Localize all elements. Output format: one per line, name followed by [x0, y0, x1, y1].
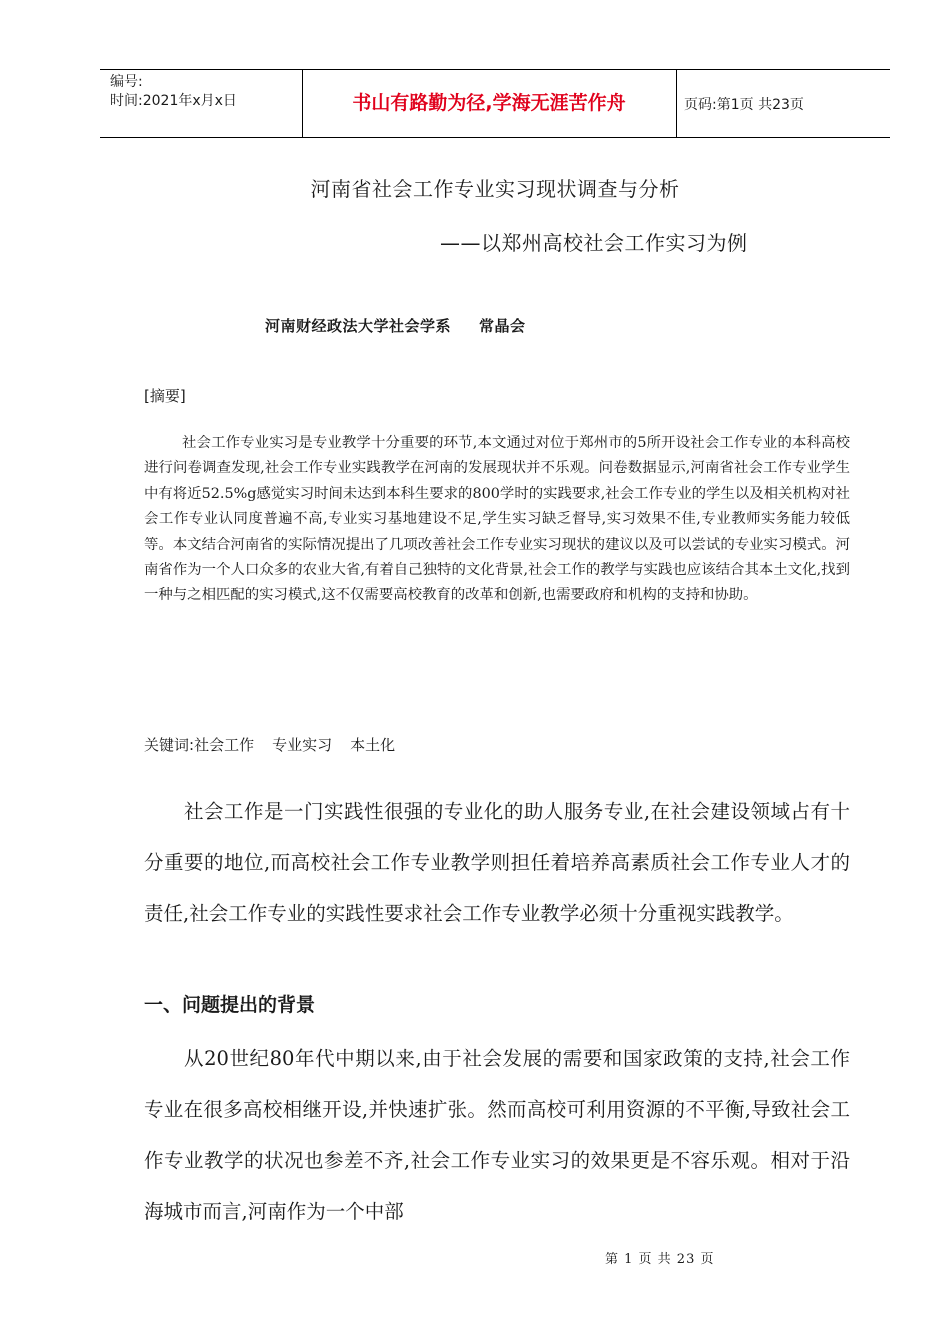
document-title: 河南省社会工作专业实习现状调查与分析 — [310, 177, 680, 201]
number-label: 编号: — [110, 74, 143, 90]
header-motto: 书山有路勤为径,学海无涯苦作舟 — [352, 92, 626, 114]
keyword: 专业实习 — [272, 736, 333, 754]
header-meta — [110, 73, 237, 111]
header-divider — [676, 70, 677, 137]
header-table — [100, 69, 890, 138]
keyword: 社会工作 — [194, 736, 255, 754]
header-page-info: 页码:第1页 共23页 — [684, 97, 804, 113]
keyword: 本土化 — [350, 736, 396, 754]
keywords-label: 关键词: — [144, 736, 195, 754]
intro-paragraph: 社会工作是一门实践性很强的专业化的助人服务专业,在社会建设领域占有十分重要的地位,而高校社会工作专业教学则担任着培养高素质社会工作专业人才的责任,社会工作专业的实践性要求社会工作专业教学必须十分重视实践教学。 — [144, 800, 850, 925]
abstract-label: [摘要] — [144, 387, 186, 405]
section-heading: 一、问题提出的背景 — [144, 994, 316, 1016]
abstract-text: 社会工作专业实习是专业教学十分重要的环节,本文通过对位于郑州市的5所开设社会工作专业的本科高校进行问卷调查发现,社会工作专业实践教学在河南的发展现状并不乐观。问卷数据显示,河南省社会工作专业学生中有将近52.5%g感觉实习时间未达到本科生要求的800学时的实践要求,社会工作专业的学生以及相关机构对社会工作专业认同度普遍不高,专业实习基地建设不足,学生实习缺乏督导,实习效果不佳,专业教师实务能力较低等。本文结合河南省的实际情况提出了几项改善社会工作专业实习现状的建议以及可以尝试的专业实习模式。河南省作为一个人口众多的农业大省,有着自己独特的文化背景,社会工作的教学与实践也应该结合其本土文化,找到一种与之相匹配的实习模式,这不仅需要高校教育的改革和创新,也需要政府和机构的支持和协助。 — [144, 435, 850, 604]
keywords-line — [144, 734, 413, 755]
author-line — [265, 315, 526, 336]
page-footer: 第 1 页 共 23 页 — [605, 1252, 715, 1267]
section-paragraph: 从20世纪80年代中期以来,由于社会发展的需要和国家政策的支持,社会工作专业在很多高校相继开设,并快速扩张。然而高校可利用资源的不平衡,导致社会工作专业教学的状况也参差不齐,社会工作专业实习的效果更是不容乐观。相对于沿海城市而言,河南作为一个中部 — [144, 1047, 850, 1223]
author-name: 常晶会 — [479, 317, 526, 335]
document-subtitle: ——以郑州高校社会工作实习为例 — [440, 231, 748, 255]
date-label: 时间:2021年x月x日 — [110, 93, 237, 109]
author-affiliation: 河南财经政法大学社会学系 — [265, 317, 452, 335]
